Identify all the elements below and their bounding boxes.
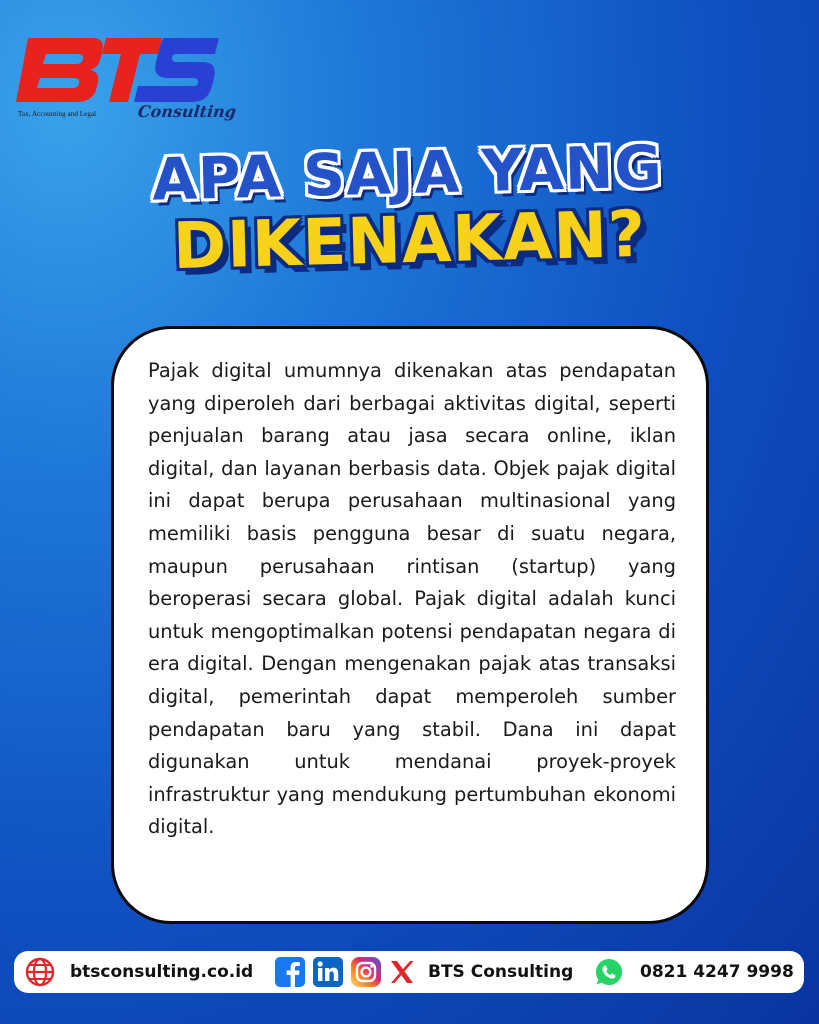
logo-consulting-text: Consulting [137,102,238,121]
website-text: btsconsulting.co.id [70,962,254,982]
phone-text: 0821 4247 9998 [640,962,794,982]
body-text: Pajak digital umumnya dikenakan atas pendapatan yang diperoleh dari berbagai aktivitas digital, seperti penjualan barang atau jasa secara online, iklan digital, dan layanan berbasis data. Objek pajak digital ini dapat berupa perusahaan multinasional yang memiliki basis pengguna besar di suatu negara, maupun perusahaan rintisan (startup) yang beroperasi secara global. Pajak digital adalah kunci untuk mengoptimalkan potensi pendapatan negara di era digital. Dengan mengenakan pajak atas transaksi digital, pemerintah dapat memperoleh sumber pendapatan baru yang stabil. Dana ini dapat digunakan untuk mendanai proyek-proyek infrastruktur yang mendukung pertumbuhan ekonomi digital. [148,359,676,839]
globe-icon [24,956,56,988]
linkedin-icon[interactable] [312,956,344,988]
whatsapp-contact[interactable] [594,951,794,993]
whatsapp-icon [594,957,624,987]
social-name-text: BTS Consulting [428,962,574,982]
headline-line2: DIKENAKAN? [172,197,647,285]
headline-line1: APA SAJA YANG [151,132,664,214]
logo-tagline: Tax, Accounting and Legal [18,110,97,118]
facebook-icon[interactable] [274,956,306,988]
x-icon[interactable] [388,956,416,988]
content-card [111,326,709,924]
contact-footer [14,951,804,993]
social-icons [274,951,573,993]
bts-logo [14,32,238,132]
headline [0,132,819,285]
bts-logo-mark [14,32,219,112]
website-link[interactable] [24,951,253,993]
instagram-icon[interactable] [350,956,382,988]
